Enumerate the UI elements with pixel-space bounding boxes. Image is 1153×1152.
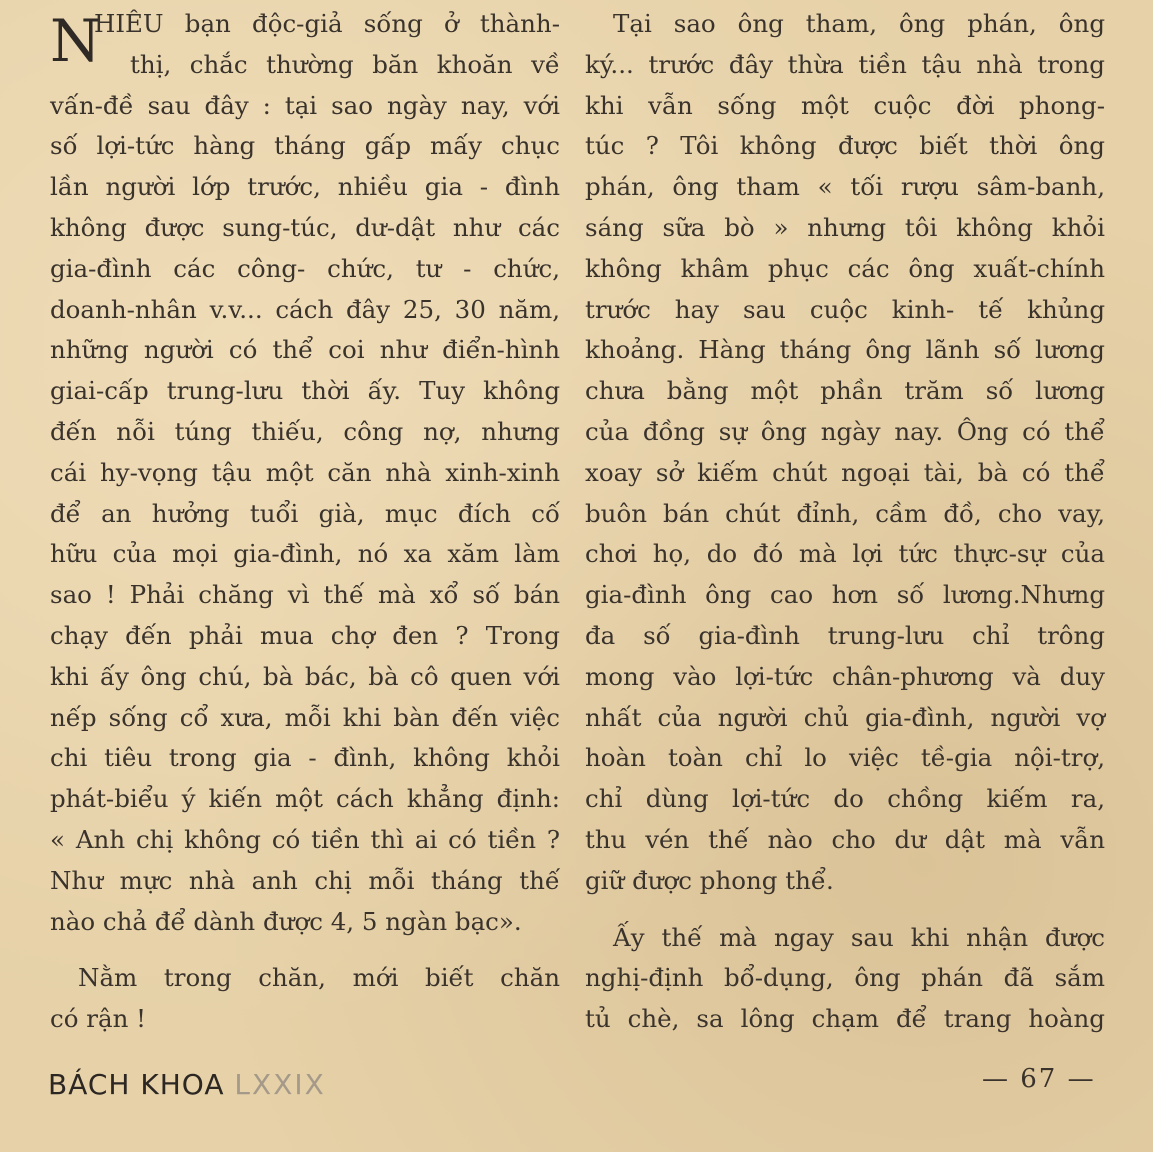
paragraph-line: thu vén thế nào cho dư dật mà vẫn <box>585 824 1105 854</box>
paragraph-line: Nằm trong chăn, mới biết chăn <box>78 963 560 993</box>
paragraph-line: mong vào lợi-tức chân-phương và duy <box>585 661 1105 691</box>
paragraph-line: HIÊU bạn độc-giả sống ở thành- <box>94 9 560 38</box>
paragraph-line: xoay sở kiếm chút ngoại tài, bà có thể <box>585 457 1105 487</box>
paragraph-line: đến nỗi túng thiếu, công nợ, nhưng <box>50 416 560 446</box>
left-column <box>50 4 560 1040</box>
issue-number: LXXIX <box>234 1068 326 1101</box>
paragraph-line: sáng sữa bò » nhưng tôi không khỏi <box>585 212 1105 242</box>
paragraph-line: nếp sống cổ xưa, mỗi khi bàn đến việc <box>50 702 560 732</box>
paragraph-line: gia-đình ông cao hơn số lương.Nhưng <box>585 580 1105 610</box>
drop-cap: N <box>50 7 101 75</box>
paragraph-line: phán, ông tham « tối rượu sâm-banh, <box>585 172 1105 202</box>
paragraph-line: nào chả để dành được 4, 5 ngàn bạc». <box>50 906 522 936</box>
paragraph-line: đa số gia-đình trung-lưu chỉ trông <box>585 620 1105 650</box>
page-number: — 67 — <box>982 1064 1096 1094</box>
paragraph-line: chỉ dùng lợi-tức do chồng kiếm ra, <box>585 784 1105 814</box>
paragraph-line: hữu của mọi gia-đình, nó xa xăm làm <box>50 539 560 569</box>
paragraph-line: Như mực nhà anh chị mỗi tháng thế <box>50 865 560 895</box>
paragraph-line: chơi họ, do đó mà lợi tức thực-sự của <box>585 539 1105 569</box>
paragraph-line: cái hy-vọng tậu một căn nhà xinh-xinh <box>50 457 560 487</box>
paragraph-gap <box>585 902 1105 918</box>
paragraph-line: doanh-nhân v.v... cách đây 25, 30 năm, <box>50 294 560 324</box>
paragraph-line: sao ! Phải chăng vì thế mà xổ số bán <box>50 580 560 610</box>
paragraph-line: hoàn toàn chỉ lo việc tề-gia nội-trợ, <box>585 743 1105 773</box>
paragraph-line: không được sung-túc, dư-dật như các <box>50 212 560 242</box>
right-column <box>585 4 1105 1040</box>
footer-magazine-title <box>48 1068 326 1101</box>
paragraph-line: có rận ! <box>50 1004 146 1034</box>
paragraph-line: phát-biểu ý kiến một cách khẳng định: <box>50 784 560 814</box>
paragraph-line: lần người lớp trước, nhiều gia - đình <box>50 172 560 202</box>
paragraph-line: nhất của người chủ gia-đình, người vợ <box>585 702 1105 732</box>
paragraph-line: chưa bằng một phần trăm số lương <box>585 376 1105 406</box>
paragraph-line: của đồng sự ông ngày nay. Ông có thể <box>585 416 1105 446</box>
paragraph-line: chạy đến phải mua chợ đen ? Trong <box>50 620 560 650</box>
paragraph-line: Tại sao ông tham, ông phán, ông <box>613 9 1105 38</box>
paragraph-line: khi vẫn sống một cuộc đời phong- <box>585 90 1105 120</box>
paragraph-line: gia-đình các công- chức, tư - chức, <box>50 253 560 283</box>
paragraph-line: số lợi-tức hàng tháng gấp mấy chục <box>50 131 560 161</box>
paragraph-line: ký... trước đây thừa tiền tậu nhà trong <box>585 49 1105 79</box>
magazine-name: BÁCH KHOA <box>48 1068 225 1101</box>
paragraph-line: không khâm phục các ông xuất-chính <box>585 253 1105 283</box>
paragraph-line: túc ? Tôi không được biết thời ông <box>585 131 1105 161</box>
paragraph-line: trước hay sau cuộc kinh- tế khủng <box>585 294 1105 324</box>
paragraph-line: khoảng. Hàng tháng ông lãnh số lương <box>585 335 1105 365</box>
paragraph-line: chi tiêu trong gia - đình, không khỏi <box>50 743 560 773</box>
paragraph-line: để an hưởng tuổi già, mục đích cố <box>50 498 560 528</box>
paragraph-line: giữ được phong thể. <box>585 865 834 895</box>
paragraph-line: vấn-đề sau đây : tại sao ngày nay, với <box>50 90 560 120</box>
paragraph-line: « Anh chị không có tiền thì ai có tiền ? <box>50 824 560 854</box>
paragraph-gap <box>50 942 560 958</box>
paragraph-line: thị, chắc thường băn khoăn về <box>130 49 560 79</box>
paragraph-line: tủ chè, sa lông chạm để trang hoàng <box>585 1004 1105 1034</box>
paragraph-line: những người có thể coi như điển-hình <box>50 335 560 365</box>
paragraph-line: Ấy thế mà ngay sau khi nhận được <box>613 922 1105 952</box>
paragraph-line: buôn bán chút đỉnh, cầm đồ, cho vay, <box>585 498 1105 528</box>
paragraph-line: nghị-định bổ-dụng, ông phán đã sắm <box>585 963 1105 993</box>
paragraph-line: giai-cấp trung-lưu thời ấy. Tuy không <box>50 376 560 406</box>
paragraph-line: khi ấy ông chú, bà bác, bà cô quen với <box>50 661 560 691</box>
